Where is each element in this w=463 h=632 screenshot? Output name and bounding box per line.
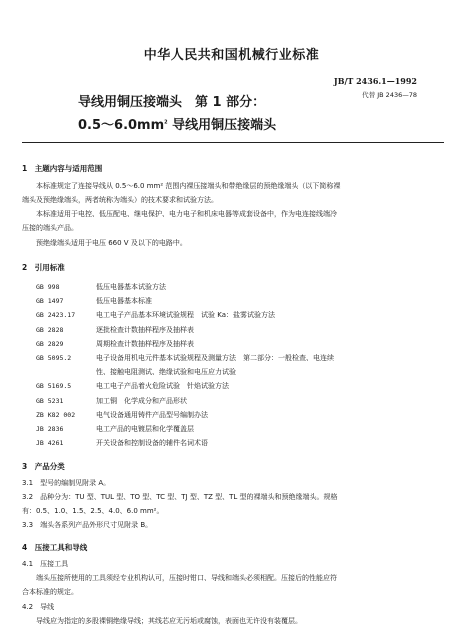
- reference-title: 性、接触电阻测试、绝缘试验和电压应力试验: [96, 368, 236, 376]
- title-suffix: 导线用铜压接端头: [167, 118, 277, 133]
- section-1-heading: 1 主题内容与适用范围: [22, 164, 103, 173]
- issuing-organization: 中华人民共和国机械行业标准: [143, 48, 320, 63]
- section-4-sub2-heading: 4.2 导线: [22, 603, 55, 611]
- reference-code: GB 2423.17: [36, 311, 76, 319]
- section-4-sub2-line1: 导线应为指定的多股裸铜绝缘导线；其线芯应无污垢或腐蚀，表面也无许没有装覆层。: [36, 617, 302, 625]
- replaces-note: 代替 JB 2436—78: [362, 91, 417, 99]
- section-3-item2-line2: 有：0.5、1.0、1.5、2.5、4.0、6.0 mm²。: [22, 507, 164, 515]
- standard-number: JB/T 2436.1—1992: [333, 76, 417, 86]
- section-1-para1-line1: 本标准规定了连接导线从 0.5～6.0 mm² 范围内裸压接端头和带绝缘层的预绝缘端头（以下简称裸: [36, 182, 341, 190]
- section-3-item2-line1: 3.2 品种分为：TU 型、TUL 型、TO 型、TC 型、TJ 型、TZ 型、TL 型的裸端头和预绝缘端头。规格: [22, 493, 338, 501]
- section-2-heading: 2 引用标准: [22, 263, 65, 272]
- reference-code: JB 4261: [36, 439, 64, 447]
- document-title-line2: [78, 114, 276, 133]
- section-4-sub1-line2: 合本标准的规定。: [22, 588, 78, 596]
- reference-title: 低压电器基本试验方法: [96, 283, 166, 291]
- title-superscript: 2: [164, 119, 168, 126]
- reference-code: GB 5169.5: [36, 382, 72, 390]
- reference-code: GB 2828: [36, 326, 64, 334]
- reference-title: 逐批检查计数抽样程序及抽样表: [96, 326, 194, 334]
- reference-title: 加工铜 化学成分和产品形状: [96, 397, 187, 405]
- reference-code: GB 5231: [36, 397, 64, 405]
- section-3-item1: 3.1 型号的编制见附录 A。: [22, 479, 111, 487]
- section-1-para2-line1: 本标准适用于电控、低压配电、继电保护、电力电子和机床电器等成套设备中，作为电连接线端冷: [36, 210, 337, 218]
- section-1-para2-line2: 压接的端头产品。: [22, 224, 78, 232]
- section-4-sub1-heading: 4.1 压接工具: [22, 560, 69, 568]
- reference-title: 开关设备和控制设备的辅件名词术语: [96, 439, 208, 447]
- reference-title: 周期检查计数抽样程序及抽样表: [96, 340, 194, 348]
- section-3-heading: 3 产品分类: [22, 462, 65, 471]
- reference-title: 电子设备用机电元件基本试验规程及测量方法 第二部分：一般检查、电连续: [96, 354, 334, 362]
- reference-code: ZB K82 002: [36, 411, 76, 419]
- document-title-line1: 导线用铜压接端头 第 1 部分：: [78, 95, 266, 110]
- section-3-item3: 3.3 端头各系列产品外形尺寸见附录 B。: [22, 521, 153, 529]
- section-1-para1-line2: 端头及预绝缘端头，两者统称为端头）的技术要求和试验方法。: [22, 196, 218, 204]
- reference-code: JB 2836: [36, 425, 64, 433]
- reference-title: 电工电子产品着火危险试验 针焰试验方法: [96, 382, 229, 390]
- section-4-sub1-line1: 端头压接所使用的工具须经专业机构认可，压接时钳口、导线和端头必须相配。压接后的性能应符: [36, 574, 337, 582]
- reference-title: 电工产品的电镀层和化学覆盖层: [96, 425, 194, 433]
- reference-code: GB 1497: [36, 297, 64, 305]
- header-divider: [22, 142, 444, 143]
- reference-title: 电气设备通用铸件产品型号编制办法: [96, 411, 208, 419]
- reference-title: 低压电器基本标准: [96, 297, 152, 305]
- section-1-para3: 预绝缘端头适用于电压 660 V 及以下的电路中。: [36, 239, 187, 247]
- title-size-range: 0.5～6.0mm: [78, 118, 165, 133]
- reference-title: 电工电子产品基本环境试验规程 试验 Ka：盐雾试验方法: [96, 311, 275, 319]
- reference-code: GB 5095.2: [36, 354, 72, 362]
- reference-code: GB 2829: [36, 340, 64, 348]
- section-4-heading: 4 压接工具和导线: [22, 543, 88, 552]
- reference-code: GB 998: [36, 283, 60, 291]
